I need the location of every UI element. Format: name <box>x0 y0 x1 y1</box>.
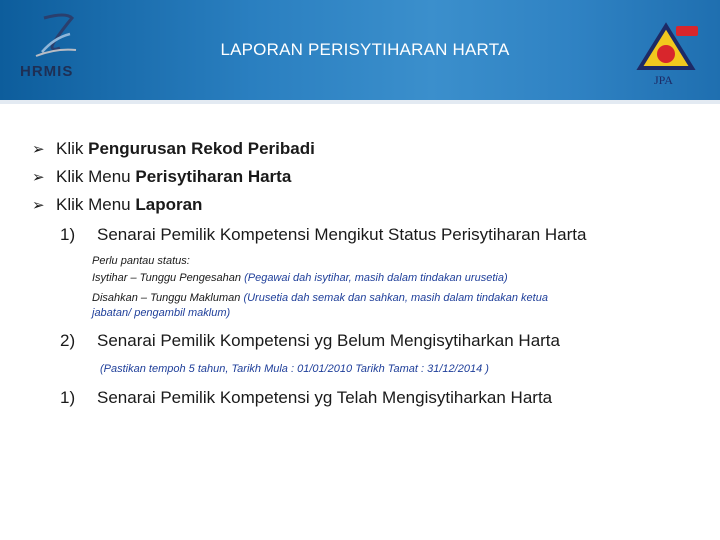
menu-step-target: Laporan <box>135 195 203 214</box>
jpa-logo <box>636 20 706 90</box>
menu-step-2: ➢ Klik Menu Perisytiharan Harta <box>32 167 292 186</box>
status-note-line-1: Isytihar – Tunggu Pengesahan (Pegawai dah isytihar, masih dalam tindakan urusetia) <box>92 272 508 284</box>
arrow-bullet-icon: ➢ <box>32 197 45 214</box>
status-note-heading: Perlu pantau status: <box>92 255 190 267</box>
hrmis-logo <box>14 8 104 88</box>
menu-step-3: ➢ Klik Menu Laporan <box>32 195 203 214</box>
arrow-bullet-icon: ➢ <box>32 141 45 158</box>
svg-text:HRMIS: HRMIS <box>20 63 74 80</box>
menu-step-target: Perisytiharan Harta <box>135 167 292 186</box>
status-note-line-3: jabatan/ pengambil maklum) <box>92 307 231 319</box>
arrow-bullet-icon: ➢ <box>32 169 45 186</box>
status-note-line-2: Disahkan – Tunggu Makluman (Urusetia dah semak dan sahkan, masih dalam tindakan ketua <box>92 292 548 304</box>
menu-step-target: Pengurusan Rekod Peribadi <box>88 139 315 158</box>
menu-step-1: ➢ Klik Pengurusan Rekod Peribadi <box>32 139 315 158</box>
date-range-note: (Pastikan tempoh 5 tahun, Tarikh Mula : 01/01/2010 Tarikh Tamat : 31/12/2014 ) <box>100 363 489 375</box>
svg-text:JPA: JPA <box>654 73 673 87</box>
report-item-2: 2) Senarai Pemilik Kompetensi yg Belum Mengisytiharkan Harta <box>60 331 560 350</box>
header-banner <box>0 0 720 100</box>
report-item-3: 1) Senarai Pemilik Kompetensi yg Telah Mengisytiharkan Harta <box>60 388 553 407</box>
page-title: LAPORAN PERISYTIHARAN HARTA <box>220 40 510 59</box>
report-item-1: 1) Senarai Pemilik Kompetensi Mengikut Status Perisytiharan Harta <box>60 225 587 244</box>
header-divider <box>0 100 720 104</box>
